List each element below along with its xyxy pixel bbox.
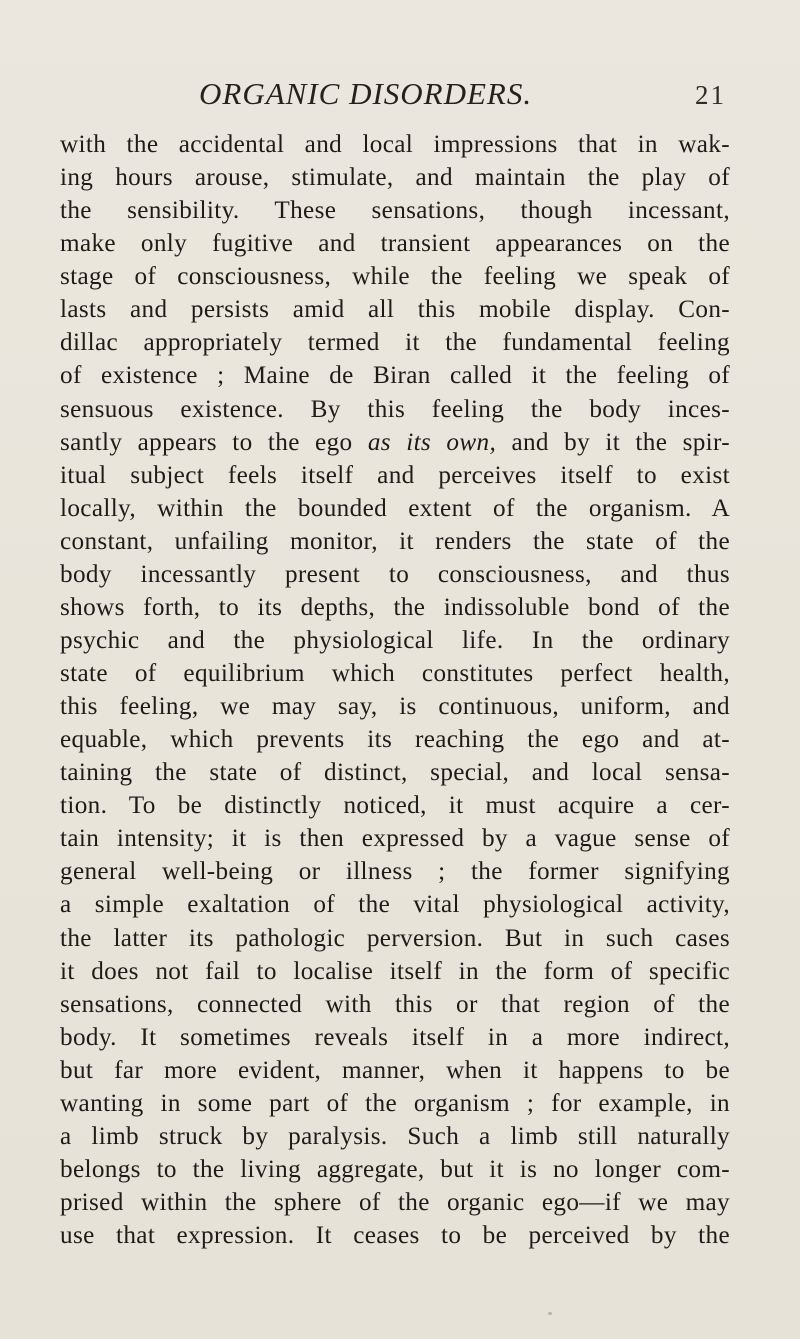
text-line: belongs to the living aggregate, but it is no longer com-: [60, 1155, 730, 1183]
text-line: with the accidental and local impressions that in wak-: [60, 131, 730, 158]
text-line: wanting in some part of the organism ; for example, in: [60, 1089, 730, 1117]
text-line: of existence ; Maine de Biran called it the feeling of: [60, 362, 730, 390]
text-line: stage of consciousness, while the feeling we speak of: [60, 263, 730, 291]
page-number: 21: [695, 80, 726, 110]
text-line: state of equilibrium which constitutes perfect health,: [60, 660, 730, 687]
text-line: shows forth, to its depths, the indissoluble bond of the: [60, 593, 730, 621]
page-header: [60, 72, 730, 112]
body-text: [60, 128, 730, 1252]
text-line: this feeling, we may say, is continuous, uniform, and: [60, 693, 730, 721]
text-line: dillac appropriately termed it the fundamental feeling: [60, 329, 730, 357]
text-line: general well-being or illness ; the former signifying: [60, 858, 730, 886]
text-line: the latter its pathologic perversion. But in such cases: [60, 924, 730, 952]
text-line: psychic and the physiological life. In the ordinary: [60, 626, 730, 654]
text-line: a limb struck by paralysis. Such a limb still naturally: [60, 1122, 730, 1150]
text-line: body incessantly present to consciousness, and thus: [60, 560, 730, 588]
text-line: taining the state of distinct, special, and local sensa-: [60, 759, 730, 787]
text-line: it does not fail to localise itself in the form of specific: [60, 957, 730, 985]
text-line: a simple exaltation of the vital physiological activity,: [60, 891, 730, 919]
text-line: body. It sometimes reveals itself in a more indirect,: [60, 1023, 730, 1051]
text-line: tain intensity; it is then expressed by a vague sense of: [60, 825, 730, 853]
text-line: [60, 426, 730, 459]
text-line: but far more evident, manner, when it happens to be: [60, 1056, 730, 1084]
text-line: the sensibility. These sensations, though incessant,: [60, 197, 730, 225]
text-line: tion. To be distinctly noticed, it must acquire a cer-: [60, 792, 730, 820]
text-line: make only fugitive and transient appearances on the: [60, 230, 730, 258]
text-segment: santly appears to the ego: [60, 428, 368, 456]
text-line: use that expression. It ceases to be perceived by the: [60, 1222, 730, 1250]
text-line: ing hours arouse, stimulate, and maintain the play of: [60, 164, 730, 192]
text-line: prised within the sphere of the organic ego—if we may: [60, 1189, 730, 1216]
text-line: equable, which prevents its reaching the ego and at-: [60, 726, 730, 754]
text-line: locally, within the bounded extent of the organism. A: [60, 494, 730, 522]
text-line: sensuous existence. By this feeling the body inces-: [60, 395, 730, 423]
italic-phrase: as its own,: [367, 428, 497, 456]
running-title: ORGANIC DISORDERS.: [199, 76, 533, 111]
text-segment: and by it the spir-: [496, 428, 730, 456]
paper-speck: [548, 1312, 552, 1315]
text-line: lasts and persists amid all this mobile display. Con-: [60, 296, 730, 324]
text-line: sensations, connected with this or that region of the: [60, 990, 730, 1018]
text-line: constant, unfailing monitor, it renders the state of the: [60, 527, 730, 555]
text-line: itual subject feels itself and perceives itself to exist: [60, 461, 730, 489]
